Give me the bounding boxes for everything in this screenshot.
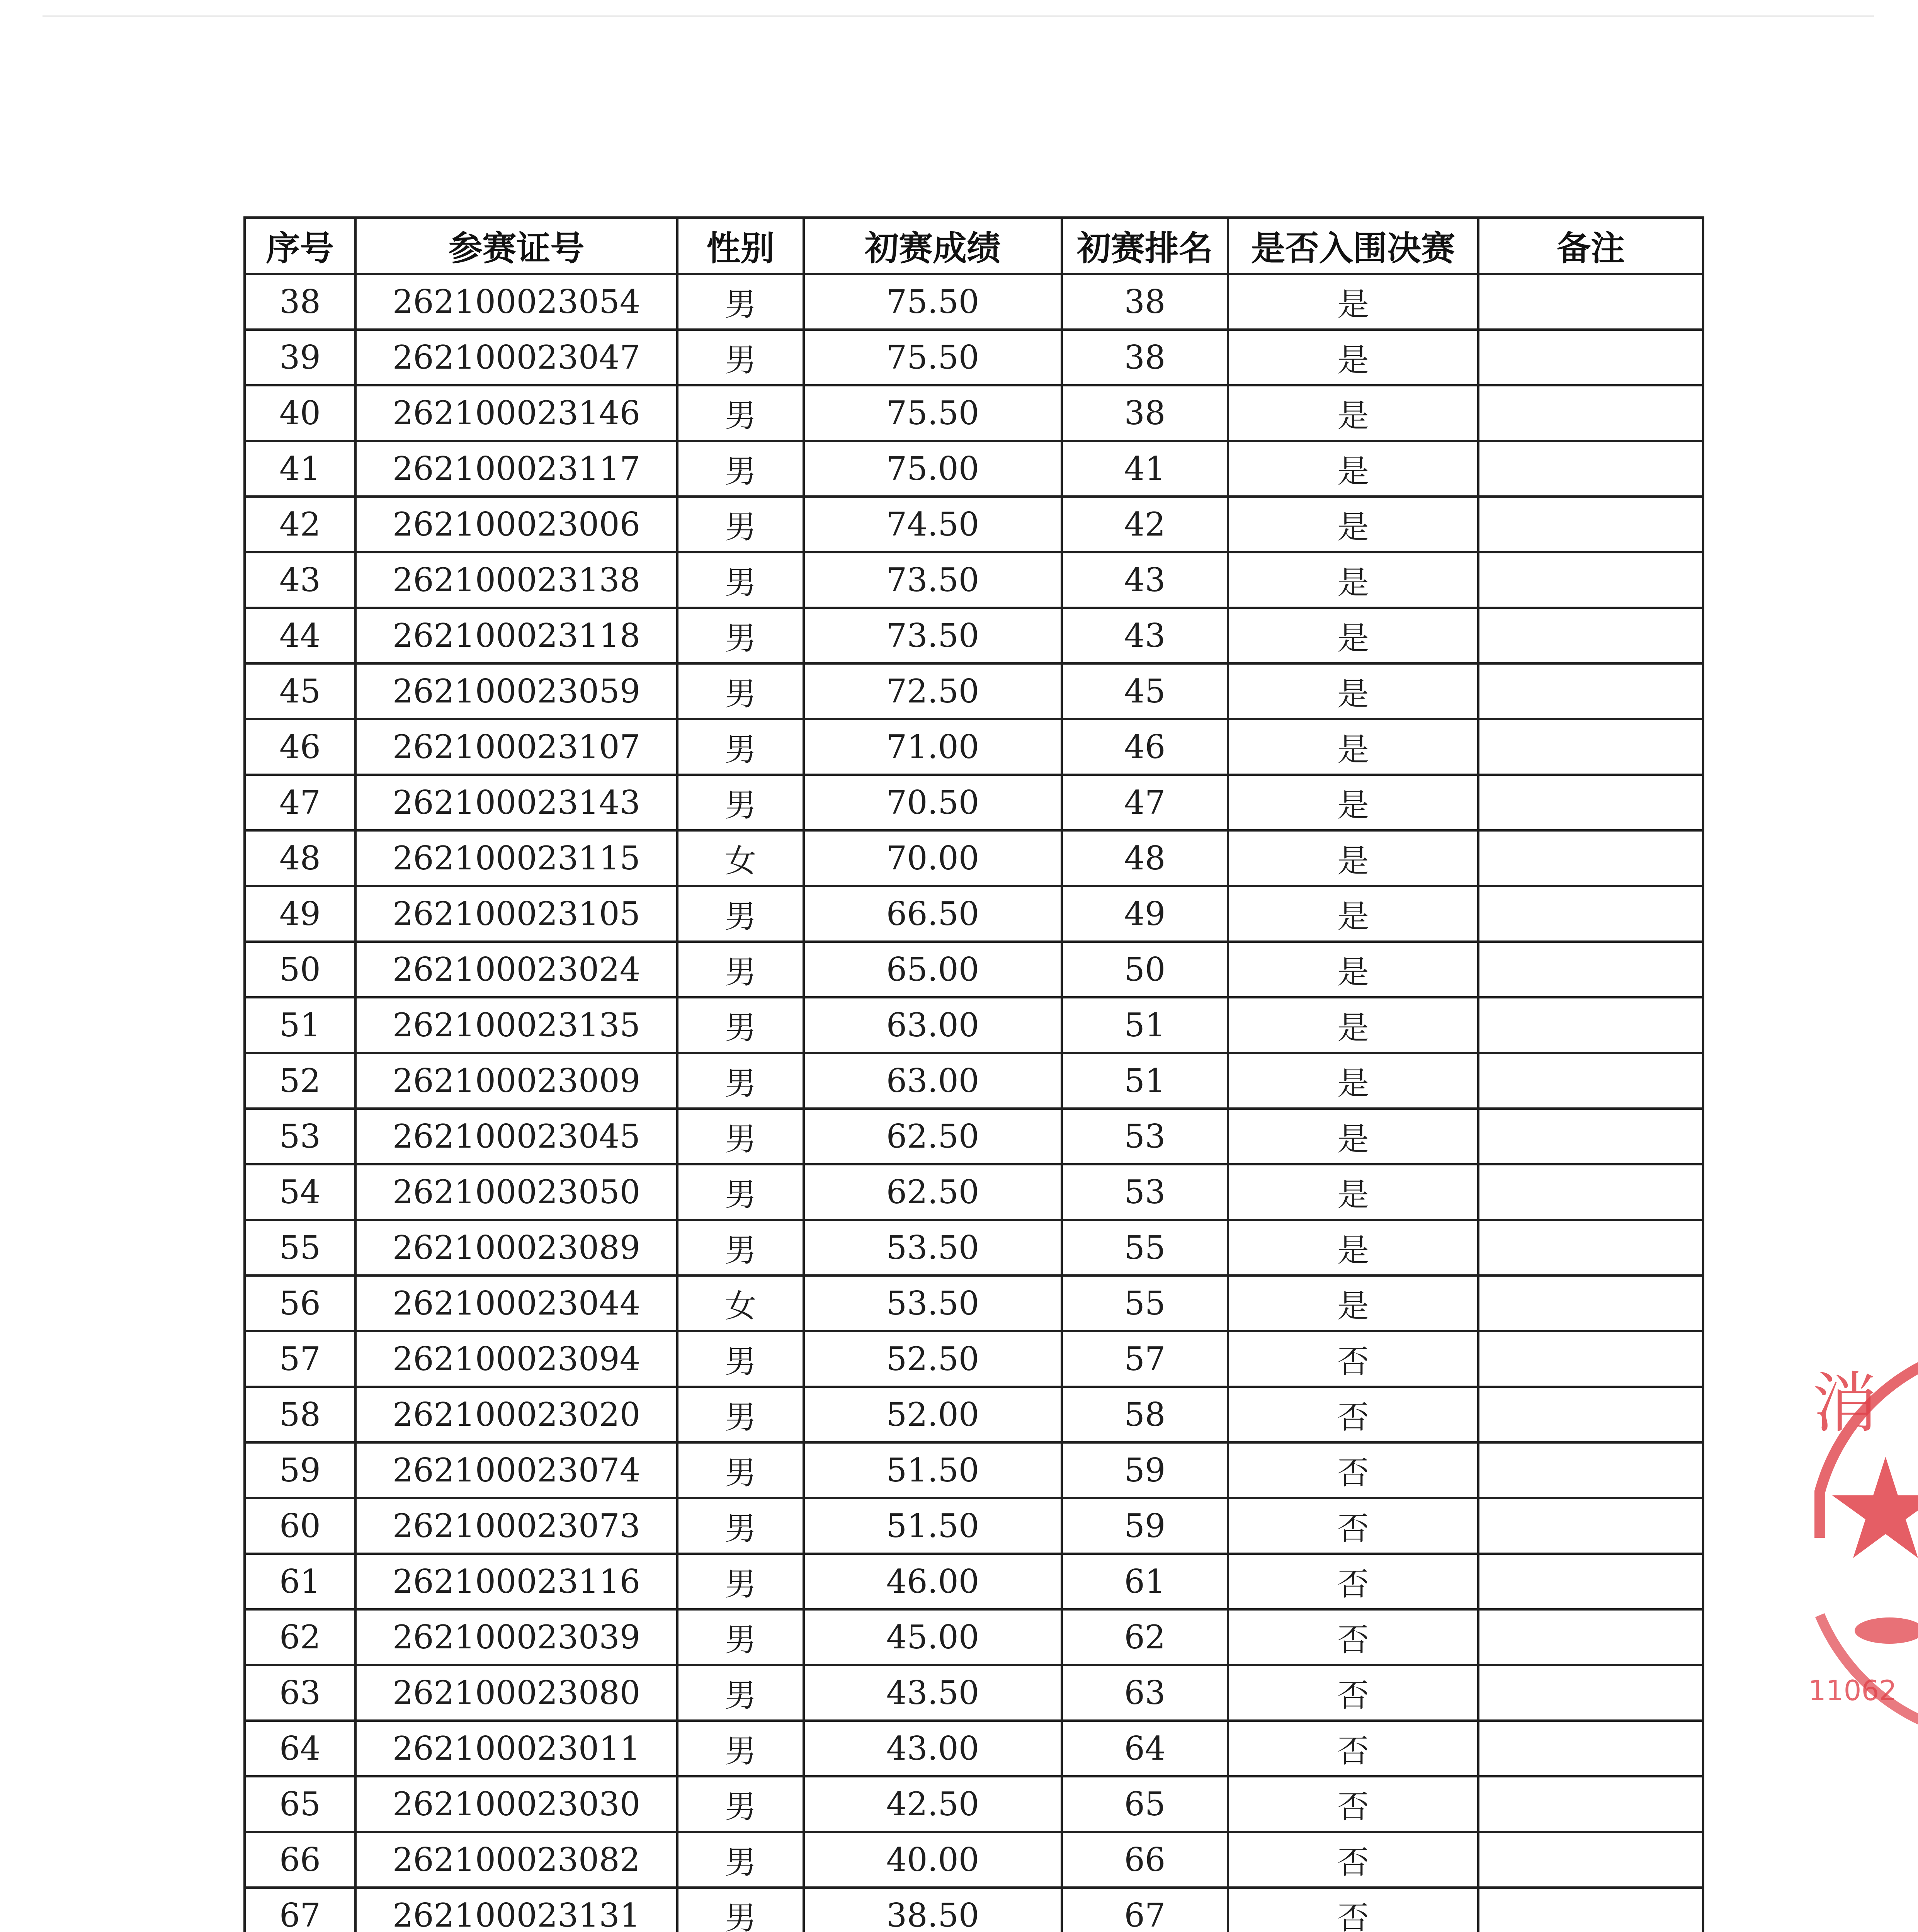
cell-prelim-rank: 50 (1062, 942, 1228, 997)
cell-gender: 男 (677, 1888, 804, 1932)
cell-index: 48 (245, 830, 355, 886)
cell-cert-no: 262100023073 (355, 1498, 677, 1554)
header-finalist: 是否入围决赛 (1228, 218, 1478, 274)
cell-prelim-score: 62.50 (804, 1109, 1062, 1164)
cell-prelim-rank: 46 (1062, 719, 1228, 775)
cell-index: 58 (245, 1387, 355, 1442)
table-row (245, 1498, 1703, 1554)
cell-index: 55 (245, 1220, 355, 1276)
table-row (245, 1053, 1703, 1109)
table-body (245, 274, 1703, 1932)
cell-finalist: 否 (1228, 1442, 1478, 1498)
cell-gender: 男 (677, 997, 804, 1053)
cell-gender: 男 (677, 1442, 804, 1498)
cell-cert-no: 262100023107 (355, 719, 677, 775)
cell-cert-no: 262100023020 (355, 1387, 677, 1442)
cell-prelim-score: 63.00 (804, 997, 1062, 1053)
cell-gender: 男 (677, 775, 804, 830)
cell-cert-no: 262100023006 (355, 497, 677, 552)
cell-prelim-rank: 38 (1062, 274, 1228, 330)
cell-remarks (1478, 886, 1703, 942)
cell-cert-no: 262100023135 (355, 997, 677, 1053)
cell-prelim-score: 43.50 (804, 1665, 1062, 1721)
cell-prelim-rank: 61 (1062, 1554, 1228, 1609)
cell-prelim-score: 53.50 (804, 1220, 1062, 1276)
cell-prelim-score: 74.50 (804, 497, 1062, 552)
table-row (245, 1554, 1703, 1609)
cell-prelim-rank: 55 (1062, 1220, 1228, 1276)
cell-cert-no: 262100023138 (355, 552, 677, 608)
cell-index: 66 (245, 1832, 355, 1888)
cell-finalist: 是 (1228, 886, 1478, 942)
cell-finalist: 是 (1228, 1164, 1478, 1220)
cell-index: 38 (245, 274, 355, 330)
cell-finalist: 是 (1228, 1109, 1478, 1164)
table-row (245, 1776, 1703, 1832)
cell-finalist: 否 (1228, 1721, 1478, 1776)
cell-gender: 男 (677, 663, 804, 719)
cell-gender: 男 (677, 1220, 804, 1276)
cell-prelim-rank: 62 (1062, 1609, 1228, 1665)
cell-prelim-score: 51.50 (804, 1442, 1062, 1498)
cell-finalist: 是 (1228, 775, 1478, 830)
cell-prelim-score: 45.00 (804, 1609, 1062, 1665)
cell-cert-no: 262100023074 (355, 1442, 677, 1498)
cell-remarks (1478, 1053, 1703, 1109)
cell-index: 52 (245, 1053, 355, 1109)
cell-prelim-score: 63.00 (804, 1053, 1062, 1109)
cell-gender: 男 (677, 1387, 804, 1442)
cell-cert-no: 262100023115 (355, 830, 677, 886)
cell-prelim-score: 52.50 (804, 1331, 1062, 1387)
cell-gender: 男 (677, 552, 804, 608)
cell-index: 39 (245, 330, 355, 385)
cell-remarks (1478, 942, 1703, 997)
cell-prelim-score: 51.50 (804, 1498, 1062, 1554)
table-row (245, 1164, 1703, 1220)
table-row (245, 608, 1703, 663)
cell-prelim-rank: 47 (1062, 775, 1228, 830)
cell-gender: 男 (677, 385, 804, 441)
cell-prelim-rank: 53 (1062, 1164, 1228, 1220)
cell-prelim-rank: 59 (1062, 1442, 1228, 1498)
cell-prelim-score: 75.50 (804, 274, 1062, 330)
cell-remarks (1478, 1442, 1703, 1498)
cell-prelim-score: 43.00 (804, 1721, 1062, 1776)
cell-prelim-score: 66.50 (804, 886, 1062, 942)
cell-index: 49 (245, 886, 355, 942)
cell-prelim-score: 70.00 (804, 830, 1062, 886)
cell-gender: 男 (677, 1665, 804, 1721)
cell-remarks (1478, 1220, 1703, 1276)
cell-cert-no: 262100023143 (355, 775, 677, 830)
cell-remarks (1478, 1164, 1703, 1220)
cell-finalist: 否 (1228, 1554, 1478, 1609)
cell-prelim-rank: 43 (1062, 608, 1228, 663)
cell-gender: 男 (677, 441, 804, 497)
cell-remarks (1478, 608, 1703, 663)
cell-prelim-score: 75.00 (804, 441, 1062, 497)
header-remarks: 备注 (1478, 218, 1703, 274)
cell-finalist: 是 (1228, 830, 1478, 886)
cell-index: 67 (245, 1888, 355, 1932)
cell-prelim-rank: 51 (1062, 997, 1228, 1053)
cell-remarks (1478, 1776, 1703, 1832)
cell-finalist: 是 (1228, 385, 1478, 441)
cell-prelim-score: 73.50 (804, 608, 1062, 663)
cell-remarks (1478, 274, 1703, 330)
cell-remarks (1478, 1331, 1703, 1387)
cell-remarks (1478, 1721, 1703, 1776)
cell-cert-no: 262100023080 (355, 1665, 677, 1721)
cell-prelim-rank: 45 (1062, 663, 1228, 719)
cell-prelim-rank: 59 (1062, 1498, 1228, 1554)
cell-prelim-score: 71.00 (804, 719, 1062, 775)
cell-index: 46 (245, 719, 355, 775)
cell-prelim-score: 38.50 (804, 1888, 1062, 1932)
cell-finalist: 否 (1228, 1331, 1478, 1387)
cell-prelim-rank: 43 (1062, 552, 1228, 608)
cell-prelim-rank: 49 (1062, 886, 1228, 942)
cell-cert-no: 262100023050 (355, 1164, 677, 1220)
table-row (245, 775, 1703, 830)
cell-prelim-score: 73.50 (804, 552, 1062, 608)
cell-gender: 男 (677, 274, 804, 330)
cell-gender: 女 (677, 830, 804, 886)
cell-index: 63 (245, 1665, 355, 1721)
cell-gender: 男 (677, 1721, 804, 1776)
cell-prelim-rank: 65 (1062, 1776, 1228, 1832)
table-row (245, 1665, 1703, 1721)
cell-prelim-rank: 53 (1062, 1109, 1228, 1164)
cell-remarks (1478, 1276, 1703, 1331)
cell-finalist: 否 (1228, 1498, 1478, 1554)
cell-remarks (1478, 552, 1703, 608)
table-row (245, 497, 1703, 552)
table-row (245, 385, 1703, 441)
cell-prelim-rank: 51 (1062, 1053, 1228, 1109)
table-row (245, 1609, 1703, 1665)
cell-gender: 男 (677, 1609, 804, 1665)
cell-gender: 男 (677, 1164, 804, 1220)
cell-prelim-rank: 67 (1062, 1888, 1228, 1932)
cell-prelim-rank: 64 (1062, 1721, 1228, 1776)
cell-index: 54 (245, 1164, 355, 1220)
cell-prelim-score: 42.50 (804, 1776, 1062, 1832)
table-row (245, 1832, 1703, 1888)
table-row (245, 1442, 1703, 1498)
cell-cert-no: 262100023044 (355, 1276, 677, 1331)
cell-finalist: 是 (1228, 1053, 1478, 1109)
table-row (245, 942, 1703, 997)
cell-index: 50 (245, 942, 355, 997)
cell-gender: 男 (677, 330, 804, 385)
header-prelim-score: 初赛成绩 (804, 218, 1062, 274)
cell-finalist: 否 (1228, 1665, 1478, 1721)
cell-finalist: 是 (1228, 719, 1478, 775)
cell-remarks (1478, 1387, 1703, 1442)
table-row (245, 441, 1703, 497)
cell-finalist: 是 (1228, 942, 1478, 997)
cell-remarks (1478, 385, 1703, 441)
cell-remarks (1478, 663, 1703, 719)
cell-cert-no: 262100023116 (355, 1554, 677, 1609)
cell-remarks (1478, 719, 1703, 775)
cell-prelim-rank: 48 (1062, 830, 1228, 886)
cell-finalist: 是 (1228, 274, 1478, 330)
cell-index: 62 (245, 1609, 355, 1665)
cell-finalist: 是 (1228, 1220, 1478, 1276)
header-gender: 性别 (677, 218, 804, 274)
cell-cert-no: 262100023105 (355, 886, 677, 942)
cell-remarks (1478, 997, 1703, 1053)
cell-finalist: 是 (1228, 552, 1478, 608)
cell-cert-no: 262100023039 (355, 1609, 677, 1665)
table-row (245, 552, 1703, 608)
cell-finalist: 是 (1228, 330, 1478, 385)
cell-gender: 男 (677, 1832, 804, 1888)
cell-gender: 男 (677, 497, 804, 552)
page-edge-line (43, 15, 1874, 17)
cell-remarks (1478, 775, 1703, 830)
cell-gender: 男 (677, 1554, 804, 1609)
cell-prelim-score: 53.50 (804, 1276, 1062, 1331)
cell-index: 40 (245, 385, 355, 441)
cell-prelim-rank: 66 (1062, 1832, 1228, 1888)
cell-remarks (1478, 330, 1703, 385)
cell-finalist: 否 (1228, 1832, 1478, 1888)
header-prelim-rank: 初赛排名 (1062, 218, 1228, 274)
cell-finalist: 否 (1228, 1387, 1478, 1442)
cell-prelim-rank: 38 (1062, 330, 1228, 385)
cell-cert-no: 262100023054 (355, 274, 677, 330)
cell-index: 41 (245, 441, 355, 497)
cell-prelim-score: 65.00 (804, 942, 1062, 997)
results-table (243, 216, 1704, 1932)
cell-prelim-score: 75.50 (804, 385, 1062, 441)
cell-cert-no: 262100023047 (355, 330, 677, 385)
seal-character: 消 (1812, 1365, 1878, 1442)
cell-cert-no: 262100023045 (355, 1109, 677, 1164)
cell-index: 43 (245, 552, 355, 608)
cell-prelim-rank: 41 (1062, 441, 1228, 497)
cell-cert-no: 262100023009 (355, 1053, 677, 1109)
table-row (245, 274, 1703, 330)
cell-index: 61 (245, 1554, 355, 1609)
table-header-row (245, 218, 1703, 274)
cell-remarks (1478, 1832, 1703, 1888)
table-row (245, 1721, 1703, 1776)
cell-cert-no: 262100023089 (355, 1220, 677, 1276)
cell-prelim-rank: 57 (1062, 1331, 1228, 1387)
cell-gender: 男 (677, 1498, 804, 1554)
table-row (245, 1331, 1703, 1387)
cell-cert-no: 262100023094 (355, 1331, 677, 1387)
cell-prelim-score: 52.00 (804, 1387, 1062, 1442)
cell-cert-no: 262100023131 (355, 1888, 677, 1932)
cell-gender: 男 (677, 719, 804, 775)
cell-cert-no: 262100023030 (355, 1776, 677, 1832)
header-index: 序号 (245, 218, 355, 274)
header-cert-no: 参赛证号 (355, 218, 677, 274)
cell-remarks (1478, 1888, 1703, 1932)
cell-prelim-score: 75.50 (804, 330, 1062, 385)
cell-prelim-rank: 42 (1062, 497, 1228, 552)
table-row (245, 1109, 1703, 1164)
cell-finalist: 是 (1228, 497, 1478, 552)
cell-gender: 男 (677, 1776, 804, 1832)
cell-index: 42 (245, 497, 355, 552)
cell-finalist: 否 (1228, 1776, 1478, 1832)
table-row (245, 1276, 1703, 1331)
cell-gender: 女 (677, 1276, 804, 1331)
cell-remarks (1478, 830, 1703, 886)
cell-index: 47 (245, 775, 355, 830)
cell-prelim-score: 70.50 (804, 775, 1062, 830)
cell-remarks (1478, 1665, 1703, 1721)
table-row (245, 997, 1703, 1053)
cell-cert-no: 262100023082 (355, 1832, 677, 1888)
cell-prelim-rank: 38 (1062, 385, 1228, 441)
cell-cert-no: 262100023118 (355, 608, 677, 663)
cell-gender: 男 (677, 886, 804, 942)
table-row (245, 1220, 1703, 1276)
cell-gender: 男 (677, 1053, 804, 1109)
cell-finalist: 否 (1228, 1888, 1478, 1932)
cell-remarks (1478, 441, 1703, 497)
cell-gender: 男 (677, 1331, 804, 1387)
cell-prelim-score: 62.50 (804, 1164, 1062, 1220)
cell-cert-no: 262100023024 (355, 942, 677, 997)
cell-finalist: 否 (1228, 1609, 1478, 1665)
table-row (245, 663, 1703, 719)
table-row (245, 330, 1703, 385)
cell-gender: 男 (677, 1109, 804, 1164)
table-row (245, 1888, 1703, 1932)
cell-prelim-rank: 58 (1062, 1387, 1228, 1442)
table-row (245, 1387, 1703, 1442)
cell-gender: 男 (677, 942, 804, 997)
cell-finalist: 是 (1228, 441, 1478, 497)
cell-prelim-score: 40.00 (804, 1832, 1062, 1888)
cell-finalist: 是 (1228, 608, 1478, 663)
table-row (245, 719, 1703, 775)
cell-finalist: 是 (1228, 663, 1478, 719)
cell-index: 56 (245, 1276, 355, 1331)
cell-prelim-rank: 55 (1062, 1276, 1228, 1331)
cell-index: 45 (245, 663, 355, 719)
official-seal-stamp (1797, 1329, 1918, 1754)
cell-finalist: 是 (1228, 997, 1478, 1053)
table-row (245, 886, 1703, 942)
cell-remarks (1478, 1109, 1703, 1164)
cell-prelim-rank: 63 (1062, 1665, 1228, 1721)
cell-remarks (1478, 497, 1703, 552)
cell-cert-no: 262100023011 (355, 1721, 677, 1776)
cell-prelim-score: 72.50 (804, 663, 1062, 719)
cell-index: 65 (245, 1776, 355, 1832)
cell-index: 57 (245, 1331, 355, 1387)
cell-index: 44 (245, 608, 355, 663)
seal-digits: 11062 (1808, 1674, 1897, 1707)
cell-prelim-score: 46.00 (804, 1554, 1062, 1609)
cell-cert-no: 262100023146 (355, 385, 677, 441)
cell-index: 64 (245, 1721, 355, 1776)
cell-index: 60 (245, 1498, 355, 1554)
cell-remarks (1478, 1554, 1703, 1609)
cell-remarks (1478, 1498, 1703, 1554)
cell-finalist: 是 (1228, 1276, 1478, 1331)
cell-cert-no: 262100023117 (355, 441, 677, 497)
cell-index: 53 (245, 1109, 355, 1164)
cell-cert-no: 262100023059 (355, 663, 677, 719)
cell-remarks (1478, 1609, 1703, 1665)
table-row (245, 830, 1703, 886)
cell-index: 51 (245, 997, 355, 1053)
cell-gender: 男 (677, 608, 804, 663)
cell-index: 59 (245, 1442, 355, 1498)
